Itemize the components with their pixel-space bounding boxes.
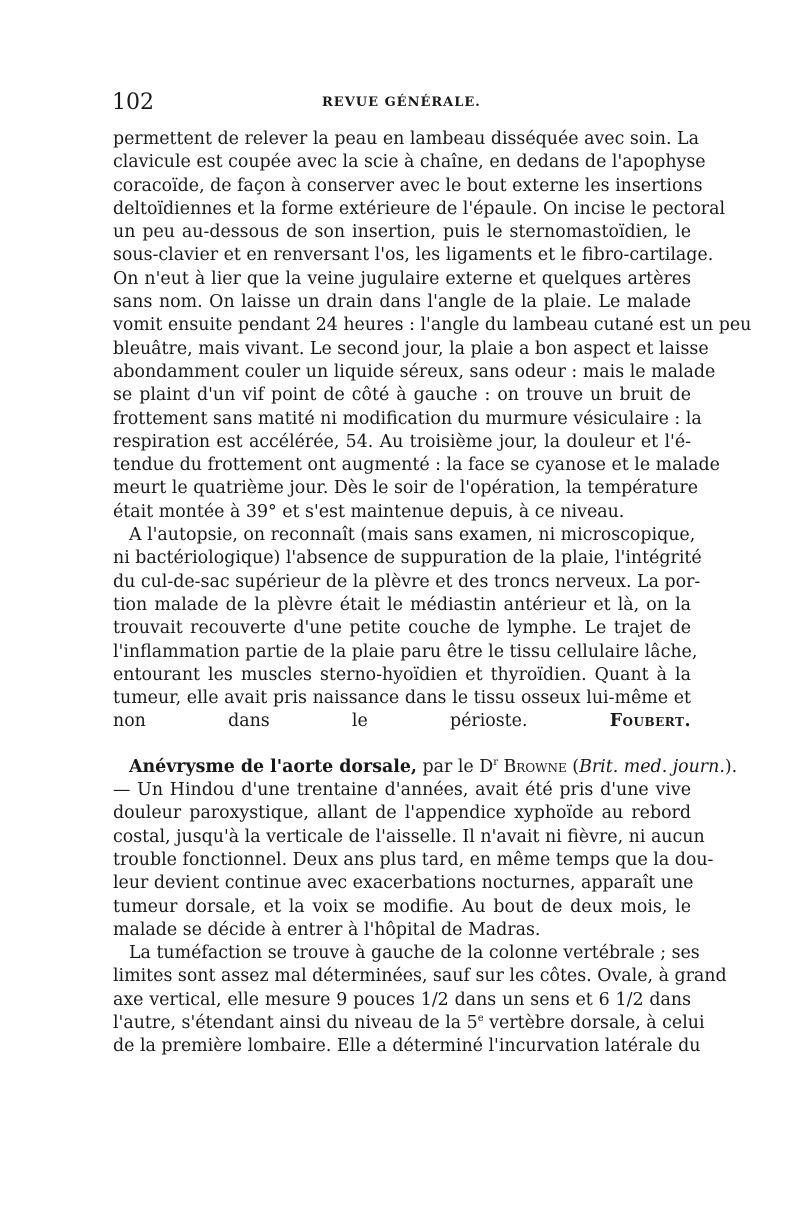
text-line: douleur paroxystique, allant de l'appendice xyphoïde au rebord (113, 803, 691, 824)
text-line: l'inflammation partie de la plaie paru être le tissu cellulaire lâche, (113, 641, 698, 662)
text-line: malade se décide à entrer à l'hôpital de Madras. (113, 919, 541, 940)
text-line: leur devient continue avec exacerbations nocturnes, apparaît une (113, 873, 694, 894)
source-close: ). (724, 756, 738, 777)
text-line: tendue du frottement ont augmenté : la face se cyanose et le malade (113, 455, 720, 476)
text-line: coracoïde, de façon à conserver avec le bout externe les insertions (113, 175, 703, 196)
text-line: abondamment couler un liquide séreux, sans odeur : mais le malade (113, 361, 716, 382)
text-line (113, 710, 691, 733)
text-line: était montée à 39° et s'est maintenue depuis, à ce niveau. (113, 501, 625, 522)
article-source: Brit. med. journ. (579, 756, 725, 777)
text-line: costal, jusqu'à la verticale de l'aisselle. Il n'avait ni fièvre, ni aucun (113, 826, 705, 847)
text-line: trouvait recouverte d'une petite couche de lymphe. Le trajet de (113, 618, 691, 639)
text-line: axe vertical, elle mesure 9 pouces 1/2 dans un sens et 6 1/2 dans (113, 989, 691, 1010)
text-line: deltoïdiennes et la forme extérieure de l'épaule. On incise le pectoral (113, 198, 726, 219)
text-line: vomit ensuite pendant 24 heures : l'angle du lambeau cutané est un peu (113, 315, 752, 336)
text-line: ni bactériologique) l'absence de suppuration de la plaie, l'intégrité (113, 548, 702, 569)
text-line: du cul-de-sac supérieur de la plèvre et des troncs nerveux. La por- (113, 571, 701, 592)
text-line: bleuâtre, mais vivant. Le second jour, la plaie a bon aspect et laisse (113, 338, 709, 359)
text-fragment: l'autre, s'étendant ainsi du niveau de la 5 (113, 1012, 478, 1033)
text-fragment: non dans le périoste. (113, 711, 528, 732)
text-line: respiration est accélérée, 54. Au troisième jour, la douleur et l'é- (113, 431, 691, 452)
text-line: frottement sans matité ni modification du murmure vésiculaire : la (113, 408, 702, 429)
text-line: limites sont assez mal déterminées, sauf sur les côtes. Ovale, à grand (113, 966, 727, 987)
article-author-prefix: par le D (422, 756, 494, 777)
text-line: entourant les muscles sterno-hyoïdien et thyroïdien. Quant à la (113, 664, 691, 685)
text-line: trouble fonctionnel. Deux ans plus tard, en même temps que la dou- (113, 849, 714, 870)
text-line: On n'eut à lier que la veine jugulaire externe et quelques artères (113, 268, 691, 289)
article-title-line (113, 756, 738, 779)
text-line: clavicule est coupée avec la scie à chaîne, en dedans de l'apophyse (113, 152, 706, 173)
running-title: REVUE GÉNÉRALE. (322, 95, 481, 110)
text-line: un peu au-dessous de son insertion, puis le sternomastoïdien, le (113, 222, 691, 243)
article-title: Anévrysme de l'aorte dorsale, (129, 756, 417, 777)
text-line: sans nom. On laisse un drain dans l'angle de la plaie. Le malade (113, 292, 691, 313)
section-gap (113, 734, 691, 756)
page-header (112, 90, 692, 120)
source-open: ( (566, 756, 580, 777)
text-line: sous-clavier et en renversant l'os, les ligaments et le fibro-cartilage. (113, 245, 714, 266)
text-line: meurt le quatrième jour. Dès le soir de l'opération, la température (113, 478, 699, 499)
body-text (113, 128, 752, 1059)
text-line (113, 1012, 705, 1035)
text-line: se plaint d'un vif point de côté à gauche : on trouve un bruit de (113, 385, 691, 406)
page-number: 102 (112, 90, 154, 115)
text-line: — Un Hindou d'une trentaine d'années, avait été pris d'une vive (113, 780, 691, 801)
text-line: tion malade de la plèvre était le médiastin antérieur et là, on la (113, 594, 691, 615)
ordinal-sup: e (477, 1013, 484, 1025)
text-line: tumeur, elle avait pris naissance dans le tissu osseux lui-même et (113, 688, 691, 709)
text-line: tumeur dorsale, et la voix se modifie. Au bout de deux mois, le (113, 896, 691, 917)
text-line: La tuméfaction se trouve à gauche de la colonne vertébrale ; ses (129, 943, 700, 964)
text-line: de la première lombaire. Elle a déterminé l'incurvation latérale du (113, 1036, 701, 1057)
author-signature: Foubert. (609, 711, 692, 732)
text-line: permettent de relever la peau en lambeau disséquée avec soin. La (113, 129, 699, 149)
article-author-sup: r (493, 756, 498, 768)
text-fragment: vertèbre dorsale, à celui (483, 1012, 705, 1033)
article-author: Browne (503, 756, 567, 777)
text-line: A l'autopsie, on reconnaît (mais sans examen, ni microscopique, (129, 525, 696, 546)
